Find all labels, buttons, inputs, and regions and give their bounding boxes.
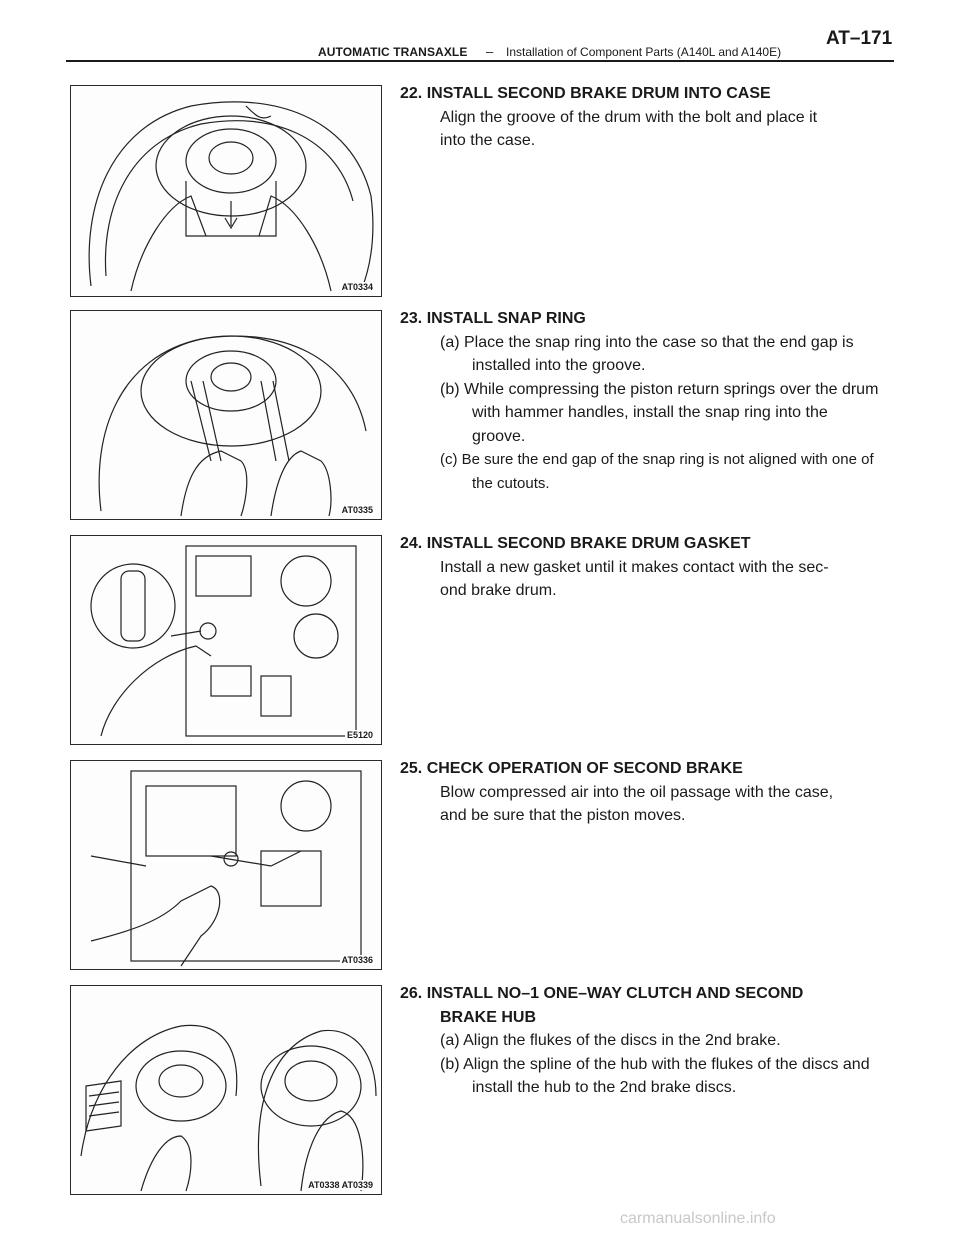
- step-24: [400, 532, 880, 603]
- figure-illustration: [71, 86, 381, 296]
- step-body-line: ond brake drum.: [440, 582, 557, 599]
- step-26: [400, 982, 880, 1100]
- header-rule: [66, 60, 894, 62]
- step-25: [400, 757, 880, 828]
- header-section: AUTOMATIC TRANSAXLE: [318, 45, 468, 59]
- step-title: 24. INSTALL SECOND BRAKE DRUM GASKET: [400, 535, 751, 552]
- step-item-b: (b) While compressing the piston return springs over the drum with hammer handles, install the snap ring into the groove.: [440, 380, 879, 445]
- figure-code: AT0336: [341, 955, 373, 965]
- step-body-line: Install a new gasket until it makes contact with the sec-: [440, 558, 829, 576]
- figure-illustration: [71, 761, 381, 969]
- step-title: 23. INSTALL SNAP RING: [400, 310, 586, 327]
- watermark: carmanualsonline.info: [620, 1210, 776, 1227]
- step-title-continued: BRAKE HUB: [440, 1008, 536, 1026]
- figure-illustration: [71, 311, 381, 519]
- step-body-line: and be sure that the piston moves.: [440, 807, 686, 824]
- step-item-c: (c) Be sure the end gap of the snap ring is not aligned with one of the cutouts.: [440, 451, 874, 492]
- step-title: 22. INSTALL SECOND BRAKE DRUM INTO CASE: [400, 85, 771, 102]
- figure-check-second-brake: [70, 760, 382, 970]
- figure-second-brake-drum: [70, 85, 382, 297]
- header-subtitle: Installation of Component Parts (A140L and A140E): [506, 45, 782, 59]
- figure-code: AT0335: [341, 505, 373, 515]
- figure-code: AT0338 AT0339: [308, 1180, 373, 1190]
- page-number: AT–171: [826, 28, 893, 49]
- figure-code: AT0334: [341, 282, 373, 292]
- step-title: 26. INSTALL NO–1 ONE–WAY CLUTCH AND SECOND: [400, 985, 804, 1002]
- step-item-a: (a) Align the flukes of the discs in the 2nd brake.: [440, 1032, 781, 1049]
- figure-one-way-clutch: [70, 985, 382, 1195]
- step-body-line: Align the groove of the drum with the bolt and place it: [440, 108, 818, 126]
- step-item-a: (a) Place the snap ring into the case so that the end gap is installed into the groove.: [440, 333, 854, 374]
- step-title: 25. CHECK OPERATION OF SECOND BRAKE: [400, 760, 743, 777]
- figure-illustration: [71, 986, 381, 1194]
- step-body-line: Blow compressed air into the oil passage with the case,: [440, 783, 834, 801]
- step-23: [400, 307, 880, 495]
- step-item-b: (b) Align the spline of the hub with the flukes of the discs and install the hub to the 2nd brake discs.: [440, 1055, 870, 1096]
- figure-code: E5120: [346, 730, 373, 740]
- step-22: [400, 82, 880, 153]
- figure-illustration: [71, 536, 381, 744]
- page-header: [0, 0, 960, 62]
- figure-brake-drum-gasket: [70, 535, 382, 745]
- step-body-line: into the case.: [440, 132, 536, 149]
- header-dash: –: [486, 44, 494, 59]
- figure-snap-ring: [70, 310, 382, 520]
